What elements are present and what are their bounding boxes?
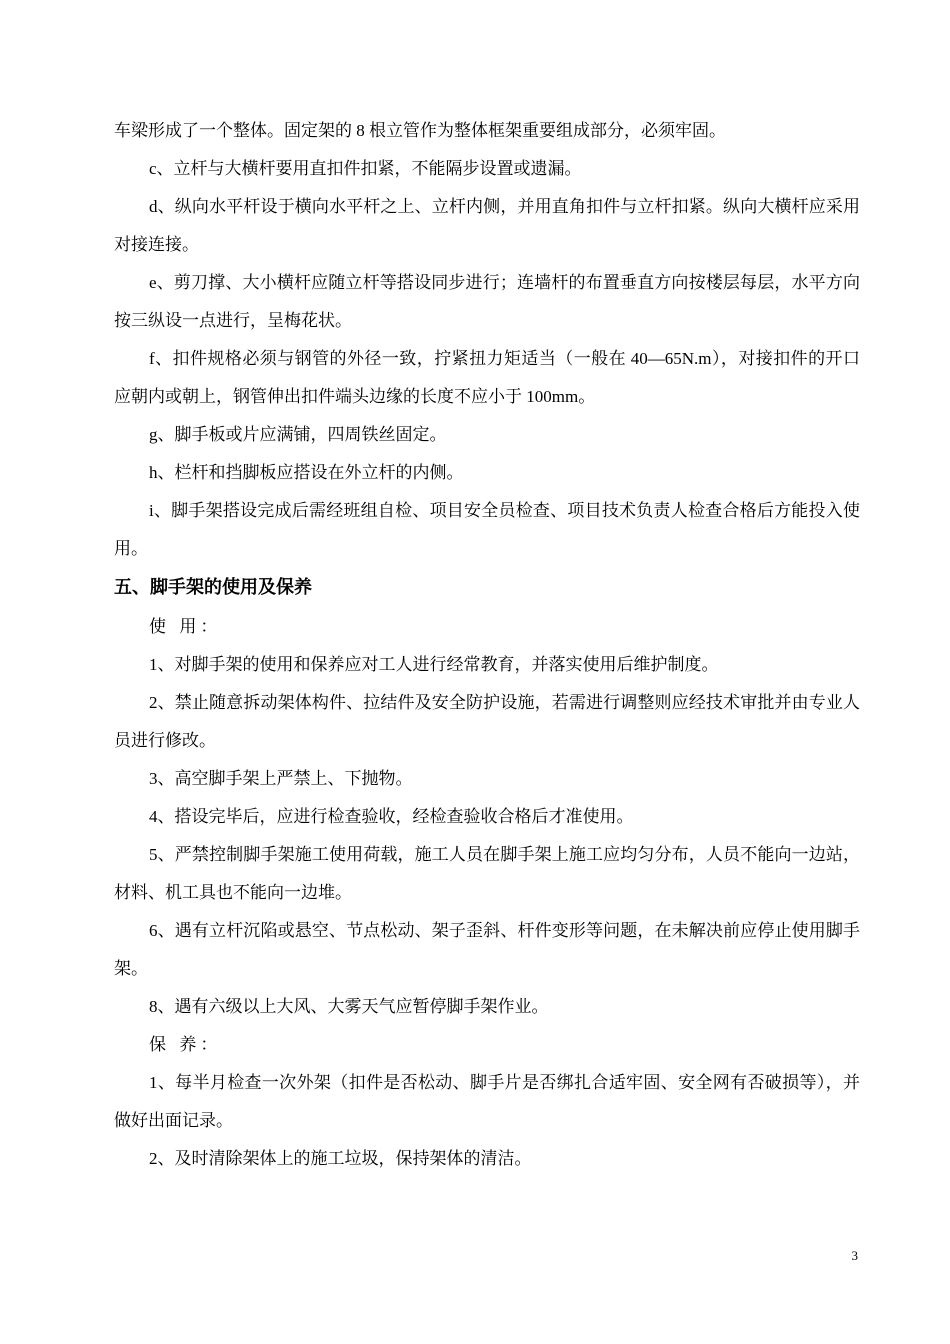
use-item: 2、禁止随意拆动架体构件、拉结件及安全防护设施，若需进行调整则应经技术审批并由专业人员进行修改。 [114, 693, 860, 750]
use-item: 3、高空脚手架上严禁上、下抛物。 [149, 769, 413, 788]
document-body [114, 112, 860, 1178]
section-heading: 五、脚手架的使用及保养 [114, 577, 312, 598]
paragraph: i、脚手架搭设完成后需经班组自检、项目安全员检查、项目技术负责人检查合格后方能投入使用。 [114, 501, 860, 558]
paragraph: 车梁形成了一个整体。固定架的 8 根立管作为整体框架重要组成部分，必须牢固。 [114, 121, 726, 140]
maintain-item: 1、每半月检查一次外架（扣件是否松动、脚手片是否绑扎合适牢固、安全网有否破损等），并做好出面记录。 [114, 1073, 860, 1130]
use-item: 8、遇有六级以上大风、大雾天气应暂停脚手架作业。 [149, 997, 549, 1016]
maintain-subheading: 保 养： [149, 1035, 222, 1055]
use-item: 1、对脚手架的使用和保养应对工人进行经常教育，并落实使用后维护制度。 [149, 655, 719, 674]
paragraph: e、剪刀撑、大小横杆应随立杆等搭设同步进行；连墙杆的布置垂直方向按楼层每层，水平方向按三纵设一点进行，呈梅花状。 [114, 273, 860, 330]
paragraph: g、脚手板或片应满铺，四周铁丝固定。 [149, 425, 447, 444]
use-item: 4、搭设完毕后，应进行检查验收，经检查验收合格后才准使用。 [149, 807, 634, 826]
paragraph: h、栏杆和挡脚板应搭设在外立杆的内侧。 [149, 463, 464, 482]
paragraph: d、纵向水平杆设于横向水平杆之上、立杆内侧，并用直角扣件与立杆扣紧。纵向大横杆应采用对接连接。 [114, 197, 860, 254]
paragraph: f、扣件规格必须与钢管的外径一致，拧紧扭力矩适当（一般在 40—65N.m），对接扣件的开口应朝内或朝上，钢管伸出扣件端头边缘的长度不应小于 100mm。 [114, 349, 860, 406]
use-subheading: 使 用： [149, 617, 222, 637]
use-item: 6、遇有立杆沉陷或悬空、节点松动、架子歪斜、杆件变形等问题，在未解决前应停止使用脚手架。 [114, 921, 860, 978]
paragraph: c、立杆与大横杆要用直扣件扣紧，不能隔步设置或遗漏。 [149, 159, 582, 178]
maintain-item: 2、及时清除架体上的施工垃圾，保持架体的清洁。 [149, 1149, 532, 1168]
use-item: 5、严禁控制脚手架施工使用荷载，施工人员在脚手架上施工应均匀分布，人员不能向一边站，材料、机工具也不能向一边堆。 [114, 845, 860, 902]
page-number: 3 [851, 1248, 858, 1263]
